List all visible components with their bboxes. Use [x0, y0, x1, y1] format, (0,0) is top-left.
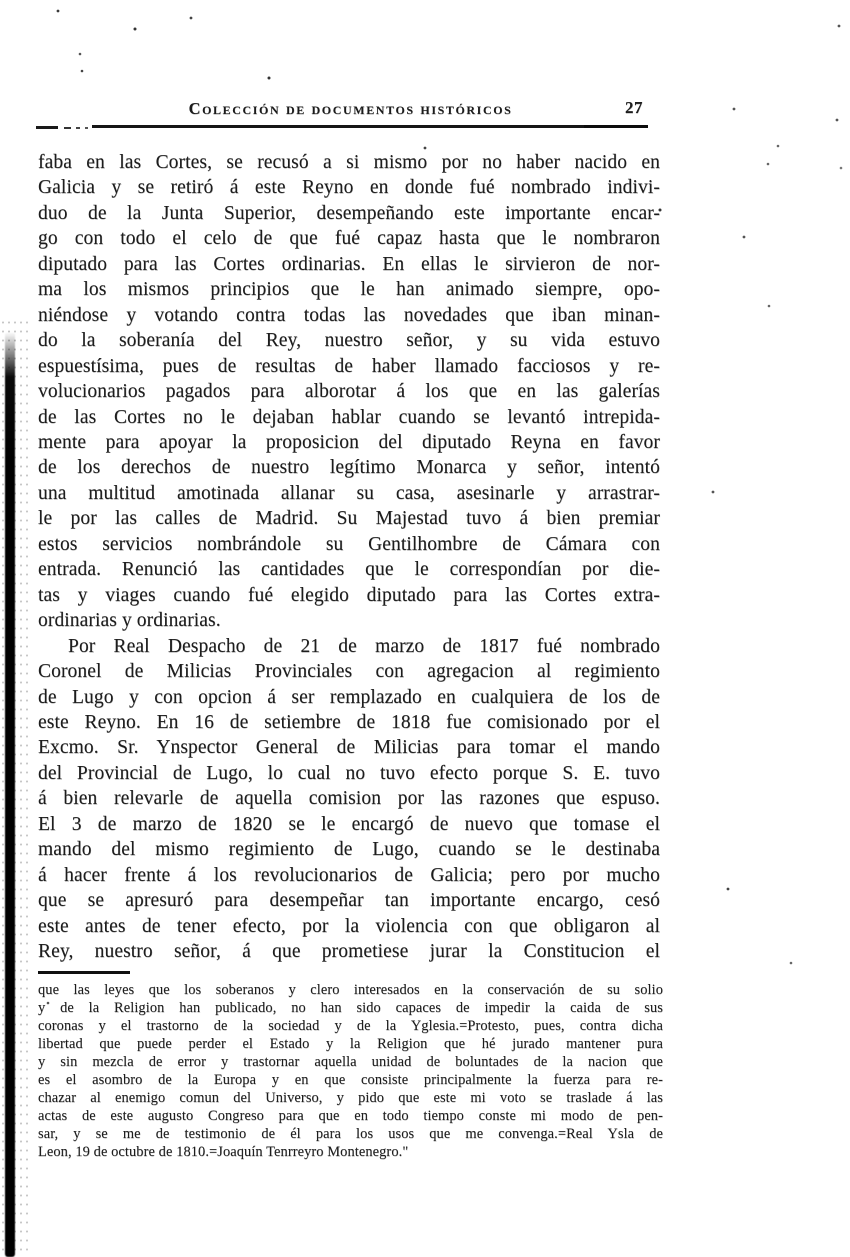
text-line: este antes de tener efecto, por la violencia con que obligaron al [38, 915, 660, 937]
text-line: á hacer frente á los revolucionarios de Galicia; pero por mucho [38, 864, 660, 886]
text-line: una multitud amotinada allanar su casa, asesinarle y arrastrar- [38, 482, 660, 504]
rule-thick-segment [584, 125, 648, 129]
text-line: y de la Religion han publicado, no han sido capaces de impedir la caida de sus [38, 999, 663, 1016]
text-line: entrada. Renunció las cantidades que le correspondían por die- [38, 559, 660, 581]
rule-dot [64, 127, 71, 129]
text-line: Galicia y se retiró á este Reyno en donde fué nombrado indivi- [38, 177, 660, 199]
body-text [38, 150, 660, 965]
text-line: Leon, 19 de octubre de 1810.=Joaquín Tenrreyro Montenegro." [38, 1143, 409, 1160]
text-line: de los derechos de nuestro legítimo Monarca y señor, intentó [38, 457, 660, 479]
text-line: de las Cortes no le dejaban hablar cuando se levantó intrepida- [38, 406, 660, 428]
page-number: 27 [625, 98, 643, 117]
paragraph-2 [38, 634, 660, 965]
text-line: á bien relevarle de aquella comision por las razones que espuso. [38, 788, 660, 810]
text-line: que las leyes que los soberanos y clero interesados en la conservación de su solio [38, 982, 663, 998]
text-line: diputado para las Cortes ordinarias. En ellas le sirvieron de nor- [38, 253, 660, 275]
text-line: ordinarias y ordinarias. [38, 610, 221, 632]
running-header [38, 99, 663, 119]
rule-dot [76, 127, 80, 129]
text-line: Coronel de Milicias Provinciales con agregacion al regimiento [38, 661, 660, 683]
scan-noise-dots [0, 0, 2, 2]
footnote-separator [38, 971, 130, 974]
text-line: de Lugo y con opcion á ser remplazado en cualquiera de los de [38, 686, 660, 708]
text-line: y sin mezcla de error y trastornar aquella unidad de boluntades de la nacion que [38, 1053, 663, 1070]
text-line: espuestísima, pues de resultas de haber llamado facciosos y re- [38, 355, 660, 377]
rule-dash [36, 126, 58, 129]
header-rule [36, 124, 648, 130]
text-line: sar, y se me de testimonio de él para los usos que me convenga.=Real Ysla de [38, 1125, 663, 1142]
text-line: niéndose y votando contra todas las novedades que iban minan- [38, 304, 660, 326]
text-line: Por Real Despacho de 21 de marzo de 1817 fué nombrado [68, 635, 660, 657]
book-binding-shadow [5, 332, 15, 1257]
text-line: que se apresuró para desempeñar tan importante encargo, cesó [38, 890, 660, 912]
text-line: ma los mismos principios que le han animado siempre, opo- [38, 279, 660, 301]
text-line: mente para apoyar la proposicion del diputado Reyna en favor [38, 431, 660, 453]
rule-line [92, 125, 648, 128]
text-line: Rey, nuestro señor, á que prometiese jurar la Constitucion el [38, 941, 660, 963]
text-line: tas y viages cuando fué elegido diputado para las Cortes extra- [38, 584, 660, 606]
text-line: coronas y el trastorno de la sociedad y de la Yglesia.=Protesto, pues, contra dicha [38, 1017, 663, 1034]
text-line: este Reyno. En 16 de setiembre de 1818 fue comisionado por el [38, 711, 660, 733]
text-line: del Provincial de Lugo, lo cual no tuvo efecto porque S. E. tuvo [38, 762, 660, 784]
running-header-title: Colección de documentos históricos [188, 99, 513, 118]
text-line: duo de la Junta Superior, desempeñando este importante encar- [38, 202, 660, 224]
text-line: Excmo. Sr. Ynspector General de Milicias para tomar el mando [38, 737, 660, 759]
text-line: go con todo el celo de que fué capaz hasta que le nombraron [38, 228, 660, 250]
text-line: le por las calles de Madrid. Su Majestad tuvo á bien premiar [38, 508, 660, 530]
text-line: chazar al enemigo comun del Universo, y pido que este mi voto se traslade á las [38, 1089, 663, 1106]
text-line: faba en las Cortes, se recusó a si mismo por no haber nacido en [38, 152, 660, 173]
text-line: volucionarios pagados para alborotar á los que en las galerías [38, 381, 660, 403]
paragraph-1 [38, 150, 660, 634]
text-line: mando del mismo regimiento de Lugo, cuando se le destinaba [38, 839, 660, 861]
text-line: estos servicios nombrándole su Gentilhombre de Cámara con [38, 533, 660, 555]
text-line: do la soberanía del Rey, nuestro señor, y su vida estuvo [38, 330, 660, 352]
text-line: libertad que puede perder el Estado y la Religion que hé jurado mantener pura [38, 1035, 663, 1052]
footnote-text [38, 982, 663, 1162]
text-line: es el asombro de la Europa y en que consiste principalmente la fuerza para re- [38, 1071, 663, 1088]
text-line: actas de este augusto Congreso para que en todo tiempo conste mi modo de pen- [38, 1107, 663, 1124]
rule-dot [85, 127, 88, 129]
text-line: El 3 de marzo de 1820 se le encargó de nuevo que tomase el [38, 813, 660, 835]
